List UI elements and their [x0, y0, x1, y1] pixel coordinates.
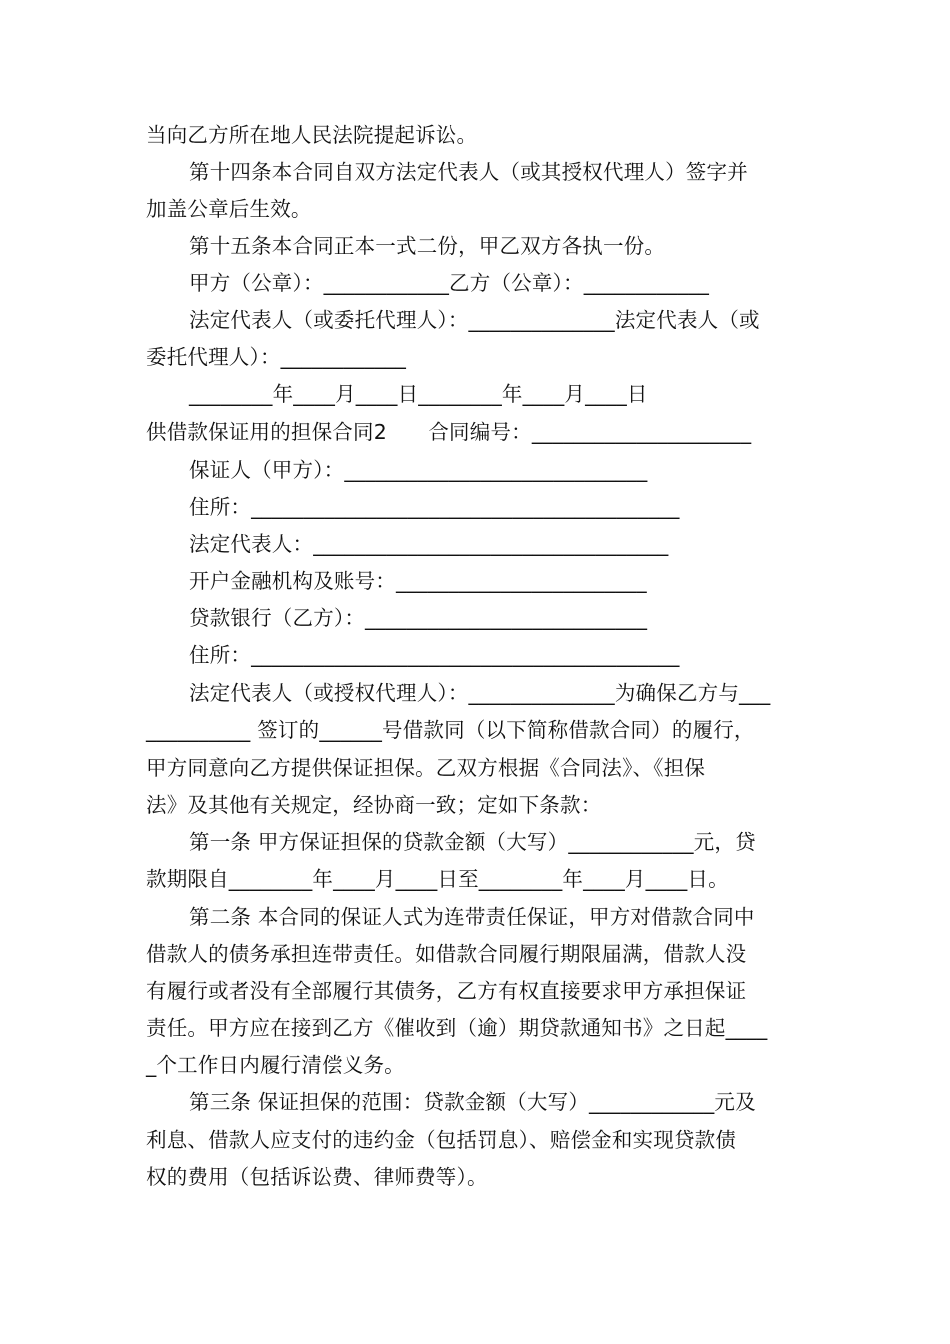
text-line-article-1-cont: 款期限自________年____月____日至________年____月____日。	[146, 867, 729, 891]
text-line-bank-representative: 法定代表人（或授权代理人）：______________为确保乙方与___	[189, 681, 771, 705]
text-line-legal-representatives-cont: 委托代理人）：____________	[146, 345, 407, 369]
text-line-contract-title-number: 供借款保证用的担保合同2 合同编号：_____________________	[146, 420, 752, 444]
text-line-article-2-cont-2: 有履行或者没有全部履行其债务，乙方有权直接要求甲方承担保证	[146, 979, 747, 1003]
text-line-article-14: 第十四条本合同自双方法定代表人（或其授权代理人）签字并	[189, 160, 748, 184]
text-line-loan-contract: __________ 签订的______号借款同（以下简称借款合同）的履行，	[146, 718, 755, 742]
text-line-article-3-cont-2: 权的费用（包括诉讼费、律师费等）。	[146, 1165, 488, 1189]
text-line-bank-address: 住所：_________________________________________	[189, 643, 680, 667]
text-line-agreement-basis: 法》及其他有关规定，经协商一致；定如下条款：	[146, 793, 602, 817]
text-line-article-1: 第一条 甲方保证担保的贷款金额（大写）____________元，贷	[189, 830, 756, 854]
text-line-legal-representatives: 法定代表人（或委托代理人）：______________法定代表人（或	[189, 308, 760, 332]
text-line-bank-account: 开户金融机构及账号：________________________	[189, 569, 647, 593]
text-line-signing-dates: ________年____月____日________年____月____日	[189, 382, 648, 406]
text-line-article-2: 第二条 本合同的保证人式为连带责任保证，甲方对借款合同中	[189, 905, 755, 929]
text-line-guarantee-consent: 甲方同意向乙方提供保证担保。乙双方根据《合同法》、《担保	[146, 756, 706, 780]
text-line-article-3: 第三条 保证担保的范围：贷款金额（大写）____________元及	[189, 1090, 756, 1114]
text-line-article-3-cont-1: 利息、借款人应支付的违约金（包括罚息）、赔偿金和实现贷款债	[146, 1128, 737, 1152]
text-line-article-2-cont-3: 责任。甲方应在接到乙方《催收到（逾）期贷款通知书》之日起____	[146, 1016, 768, 1040]
text-line-litigation-venue: 当向乙方所在地人民法院提起诉讼。	[146, 123, 478, 147]
text-line-guarantor-representative: 法定代表人：__________________________________	[189, 532, 669, 556]
text-line-lending-bank: 贷款银行（乙方）：___________________________	[189, 606, 648, 630]
text-line-article-15: 第十五条本合同正本一式二份，甲乙双方各执一份。	[189, 234, 666, 258]
text-line-guarantor-address: 住所：_________________________________________	[189, 495, 680, 519]
text-line-article-2-cont-1: 借款人的债务承担连带责任。如借款合同履行期限届满，借款人没	[146, 942, 747, 966]
text-line-article-2-cont-4: _个工作日内履行清偿义务。	[146, 1053, 405, 1077]
text-line-party-seals: 甲方（公章）：____________乙方（公章）：____________	[189, 271, 710, 295]
text-line-guarantor: 保证人（甲方）：_____________________________	[189, 458, 648, 482]
text-line-article-14-cont: 加盖公章后生效。	[146, 197, 312, 221]
